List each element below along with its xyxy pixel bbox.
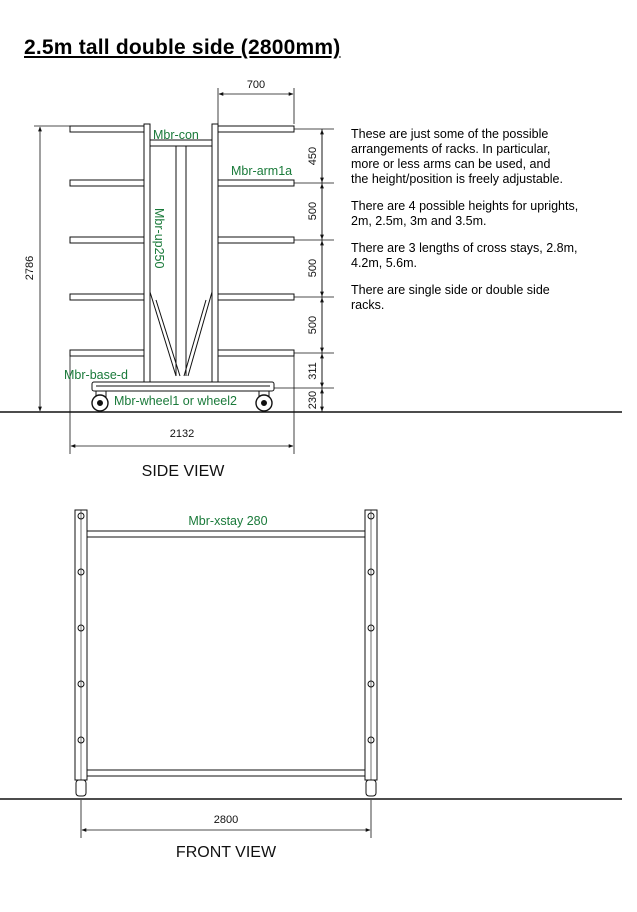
note-upright-heights: There are 4 possible heights for uprights, 2m, 2.5m, 3m and 3.5m. <box>351 199 579 228</box>
dim-top-label: 700 <box>246 79 266 91</box>
arm-right-2 <box>218 180 294 186</box>
page-title: 2.5m tall double side (2800mm) <box>24 36 341 59</box>
front-view <box>0 510 622 838</box>
front-view-caption: FRONT VIEW <box>175 844 277 861</box>
front-dim-label: 2800 <box>213 814 239 826</box>
wheel-right-hub <box>262 401 267 406</box>
dim-width-label: 2132 <box>169 428 195 440</box>
left-upright <box>144 124 150 382</box>
arm-right-5 <box>218 350 294 356</box>
label-mbr-xstay: Mbr-xstay 280 <box>188 514 268 528</box>
arm-right-4 <box>218 294 294 300</box>
brace-right-diag2 <box>184 300 206 376</box>
arm-left-4 <box>70 294 144 300</box>
arm-right-1 <box>218 126 294 132</box>
note-rack-sides: There are single side or double side racks. <box>351 283 550 312</box>
label-mbr-base: Mbr-base-d <box>64 368 128 382</box>
arm-left-1 <box>70 126 144 132</box>
front-xstay-bottom <box>87 770 365 776</box>
arm-left-5 <box>70 350 144 356</box>
front-xstay-top <box>87 531 365 537</box>
right-upright <box>212 124 218 382</box>
dim-right-label-5: 311 <box>307 362 319 380</box>
front-wheel-left <box>76 780 86 796</box>
note-arrangements: These are just some of the possible arrangements of racks. In particular, more or less arms can be used, and the height/position is freely adjustable. <box>351 127 563 186</box>
label-mbr-arm: Mbr-arm1a <box>231 164 293 178</box>
side-view-caption: SIDE VIEW <box>141 463 225 480</box>
front-wheel-right <box>366 780 376 796</box>
note-cross-stays: There are 3 lengths of cross stays, 2.8m, 4.2m, 5.6m. <box>351 241 578 270</box>
dim-right-label-2: 500 <box>307 201 319 221</box>
arm-left-2 <box>70 180 144 186</box>
brace-right-diag <box>188 292 212 376</box>
dim-right-label-3: 500 <box>307 258 319 278</box>
dim-right-label-1: 450 <box>307 146 319 166</box>
dim-right-label-6: 230 <box>307 390 319 410</box>
arm-left-3 <box>70 237 144 243</box>
label-mbr-con: Mbr-con <box>153 128 199 142</box>
dim-height-label: 2786 <box>24 255 36 281</box>
dim-right-label-4: 500 <box>307 315 319 335</box>
wheel-left-hub <box>98 401 103 406</box>
label-mbr-wheel: Mbr-wheel1 or wheel2 <box>114 394 237 408</box>
brace-left-diag <box>150 292 176 376</box>
arm-right-3 <box>218 237 294 243</box>
label-mbr-upright: Mbr-up250 <box>152 208 166 269</box>
